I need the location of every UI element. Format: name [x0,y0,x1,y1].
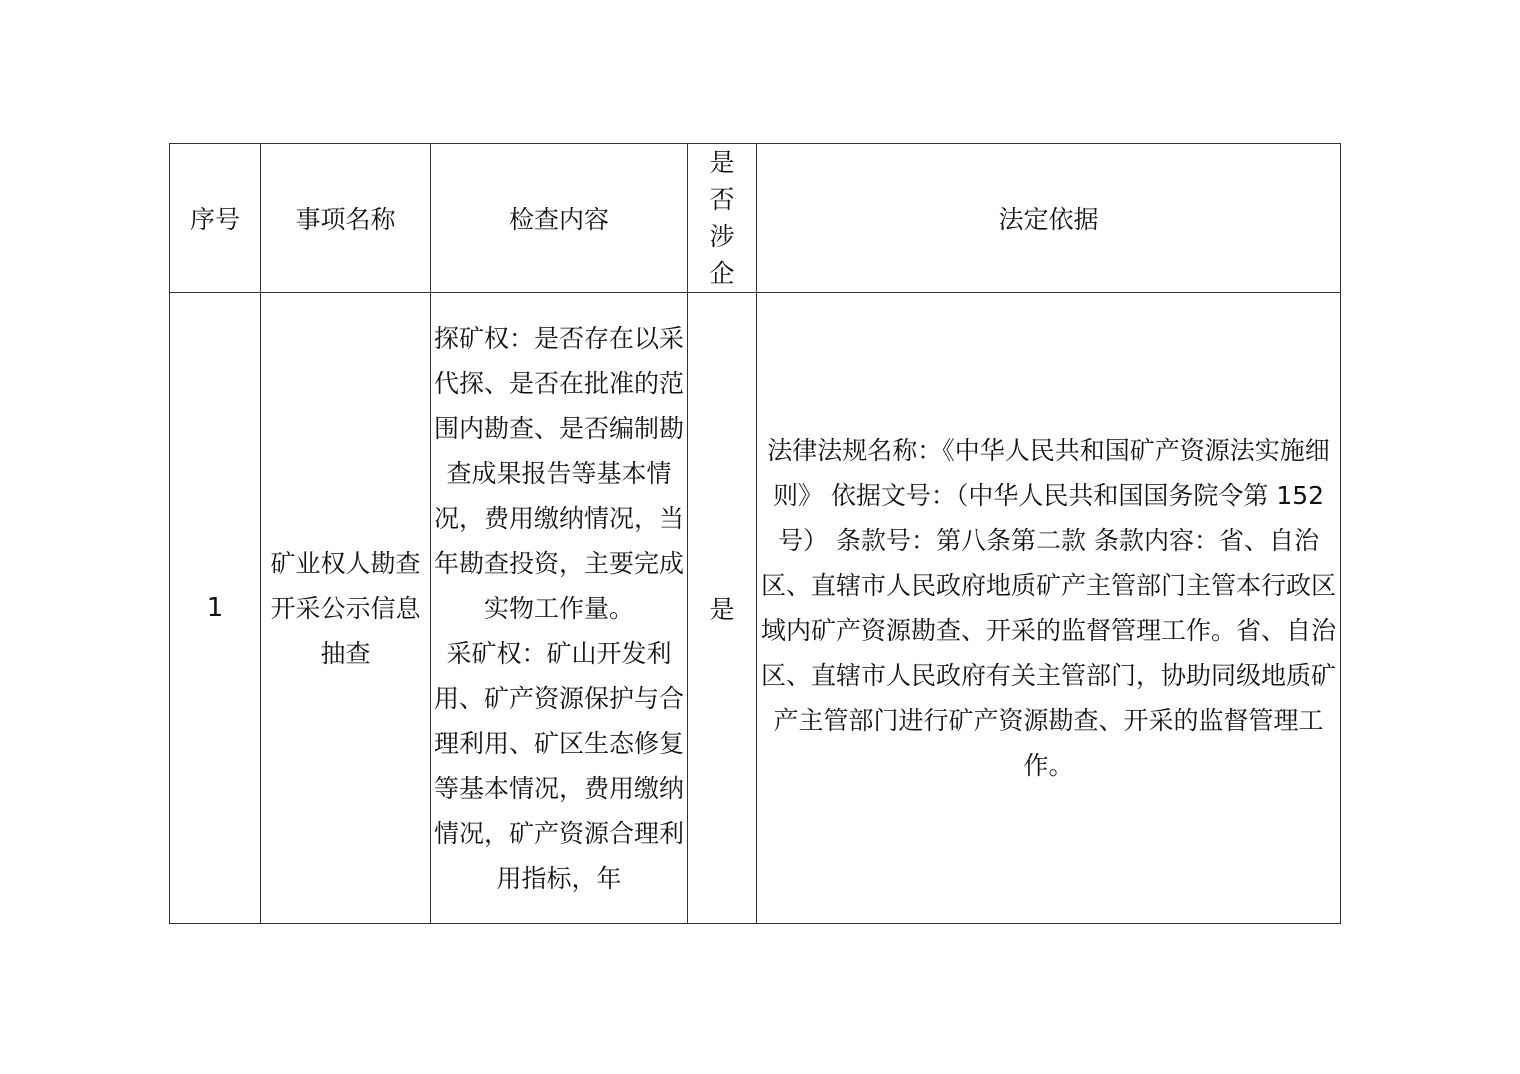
content-mining: 采矿权：矿山开发利用、矿产资源保护与合理利用、矿区生态修复等基本情况，费用缴纳情况，矿产资源合理利用指标，年 [433,638,684,893]
header-involves-enterprise-text: 是否涉企 [709,148,735,288]
content-exploration: 探矿权：是否存在以采代探、是否在批准的范围内勘查、是否编制勘查成果报告等基本情况，费用缴纳情况，当年勘查投资，主要完成实物工作量。 [433,323,684,623]
header-seq: 序号 [170,144,261,293]
header-content: 检查内容 [431,144,688,293]
cell-legal-basis: 法律法规名称：《中华人民共和国矿产资源法实施细则》 依据文号：（中华人民共和国国务院令第 152 号） 条款号：第八条第二款 条款内容：省、自治区、直辖市人民政府地质矿产主管部门主管本行政区域内矿产资源勘查、开采的监督管理工作。省、自治区、直辖市人民政府有关主管部门，协助同级地质矿产主管部门进行矿产资源勘查、开采的监督管理工作。 [757,293,1341,924]
table-row [170,293,1341,924]
header-legal-basis: 法定依据 [757,144,1341,293]
cell-seq: 1 [170,293,261,924]
table-header-row [170,144,1341,293]
cell-item-name: 矿业权人勘查开采公示信息抽查 [261,293,431,924]
header-involves-enterprise [688,144,757,293]
cell-involves-enterprise: 是 [688,293,757,924]
cell-content [431,293,688,924]
inspection-table [169,143,1341,924]
header-item-name: 事项名称 [261,144,431,293]
